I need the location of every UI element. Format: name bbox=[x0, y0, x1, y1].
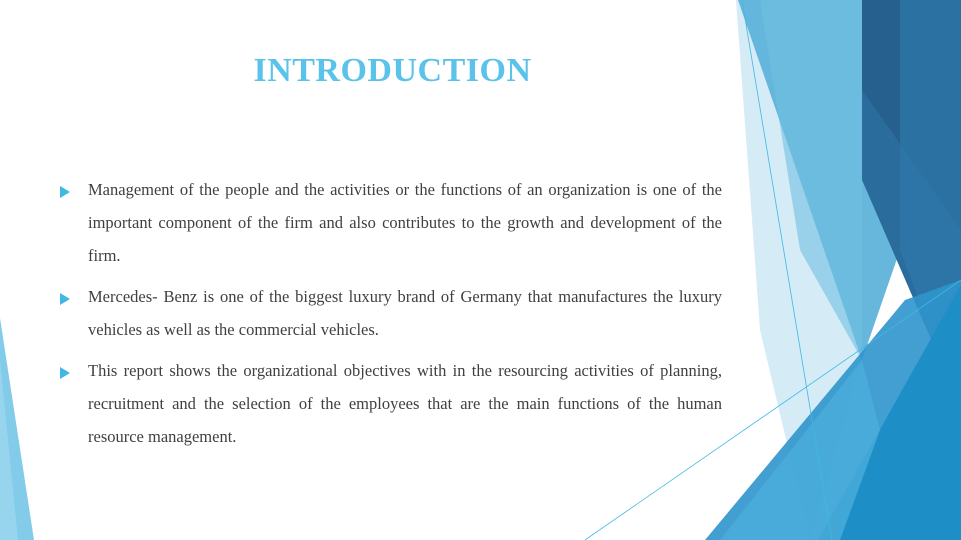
bullet-arrow-icon bbox=[60, 186, 70, 198]
bullet-arrow-icon bbox=[60, 367, 70, 379]
bullet-text: Mercedes- Benz is one of the biggest luxury brand of Germany that manufactures the luxury vehicles as well as the commercial vehicles. bbox=[88, 287, 722, 339]
bullet-item bbox=[60, 180, 722, 279]
bullet-text: Management of the people and the activities or the functions of an organization is one of the important component of the firm and also contributes to the growth and development of the firm. bbox=[88, 180, 722, 265]
bullet-text: This report shows the organizational objectives with in the resourcing activities of planning, recruitment and the selection of the employees that are the main functions of the human resource management. bbox=[88, 361, 722, 446]
bullet-list bbox=[60, 180, 722, 468]
slide-title: INTRODUCTION bbox=[253, 52, 532, 89]
bullet-item bbox=[60, 287, 722, 353]
bullet-arrow-icon bbox=[60, 293, 70, 305]
bullet-item bbox=[60, 361, 722, 460]
